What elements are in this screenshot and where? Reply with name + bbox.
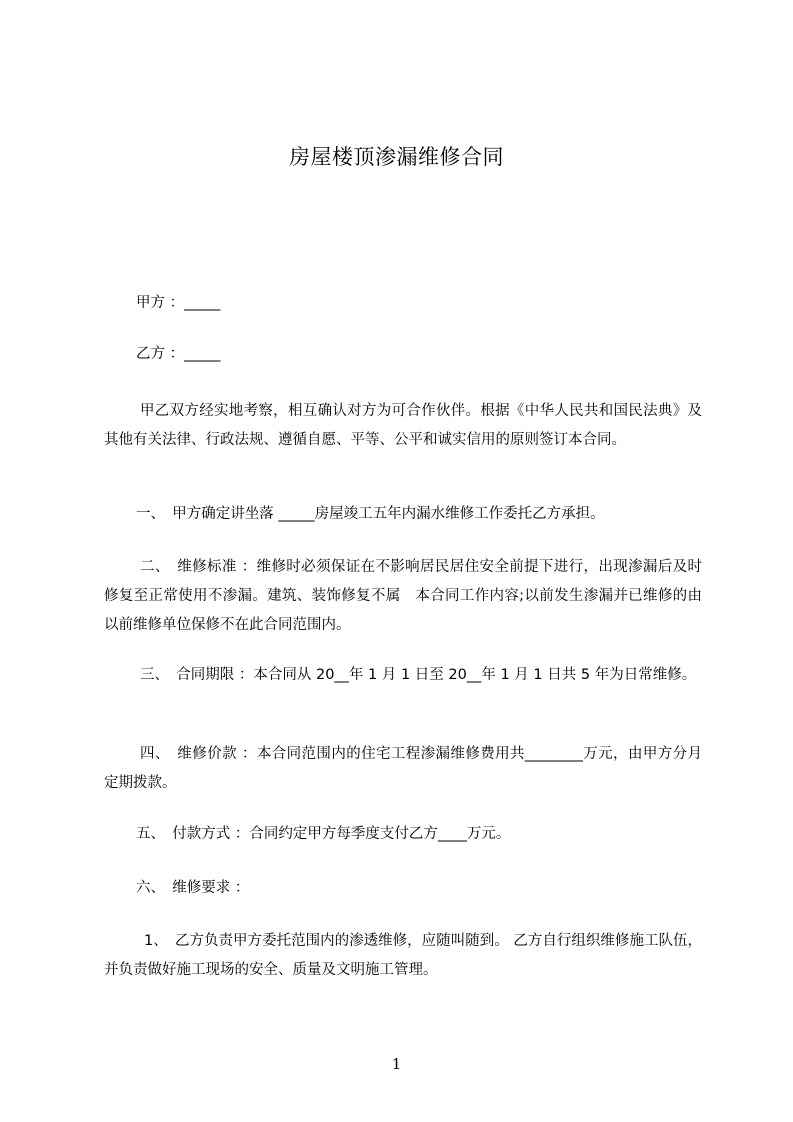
contract-title: 房屋楼顶渗漏维修合同 [289, 145, 504, 169]
clause-4: 四、 维修价款 ：本合同范围内的住宅工程渗漏维修费用共________万元，由甲方分月定期拨款。 [104, 746, 702, 791]
clause-5: 五、 付款方式 ：合同约定甲方每季度支付乙方____万元。 [136, 826, 511, 842]
party-b-line: 乙方 ：_____ [136, 346, 221, 362]
page-number: 1 [391, 1055, 402, 1073]
party-a-line: 甲方 ：_____ [136, 295, 221, 311]
clause-6: 六、 维修要求 ： [136, 880, 250, 896]
preamble-paragraph: 甲乙双方经实地考察，相互确认对方为可合作伙伴。根据《中华人民共和国民法典》及其他有关法律、行政法规、遵循自愿、平等、公平和诚实信用的原则签订本合同。 [104, 403, 702, 448]
clause-2: 二、 维修标准 ：维修时必须保证在不影响居民居住安全前提下进行，出现渗漏后及时修复至正常使用不渗漏。建筑、装饰修复不属 本合同工作内容;以前发生渗漏并已维修的由以前维修单位保修不在此合同范围内。 [104, 559, 702, 633]
clause-3: 三、 合同期限 ：本合同从 20__年 1 月 1 日至 20__年 1 月 1 日共 5 年为日常维修。 [140, 667, 697, 683]
clause-6-item-1: 1、 乙方负责甲方委托范围内的渗透维修，应随叫随到。 乙方自行组织维修施工队伍，并负责做好施工现场的安全、质量及文明施工管理。 [104, 933, 702, 978]
clause-1: 一、 甲方确定讲坐落 _____房屋竣工五年内漏水维修工作委托乙方承担。 [136, 506, 605, 522]
